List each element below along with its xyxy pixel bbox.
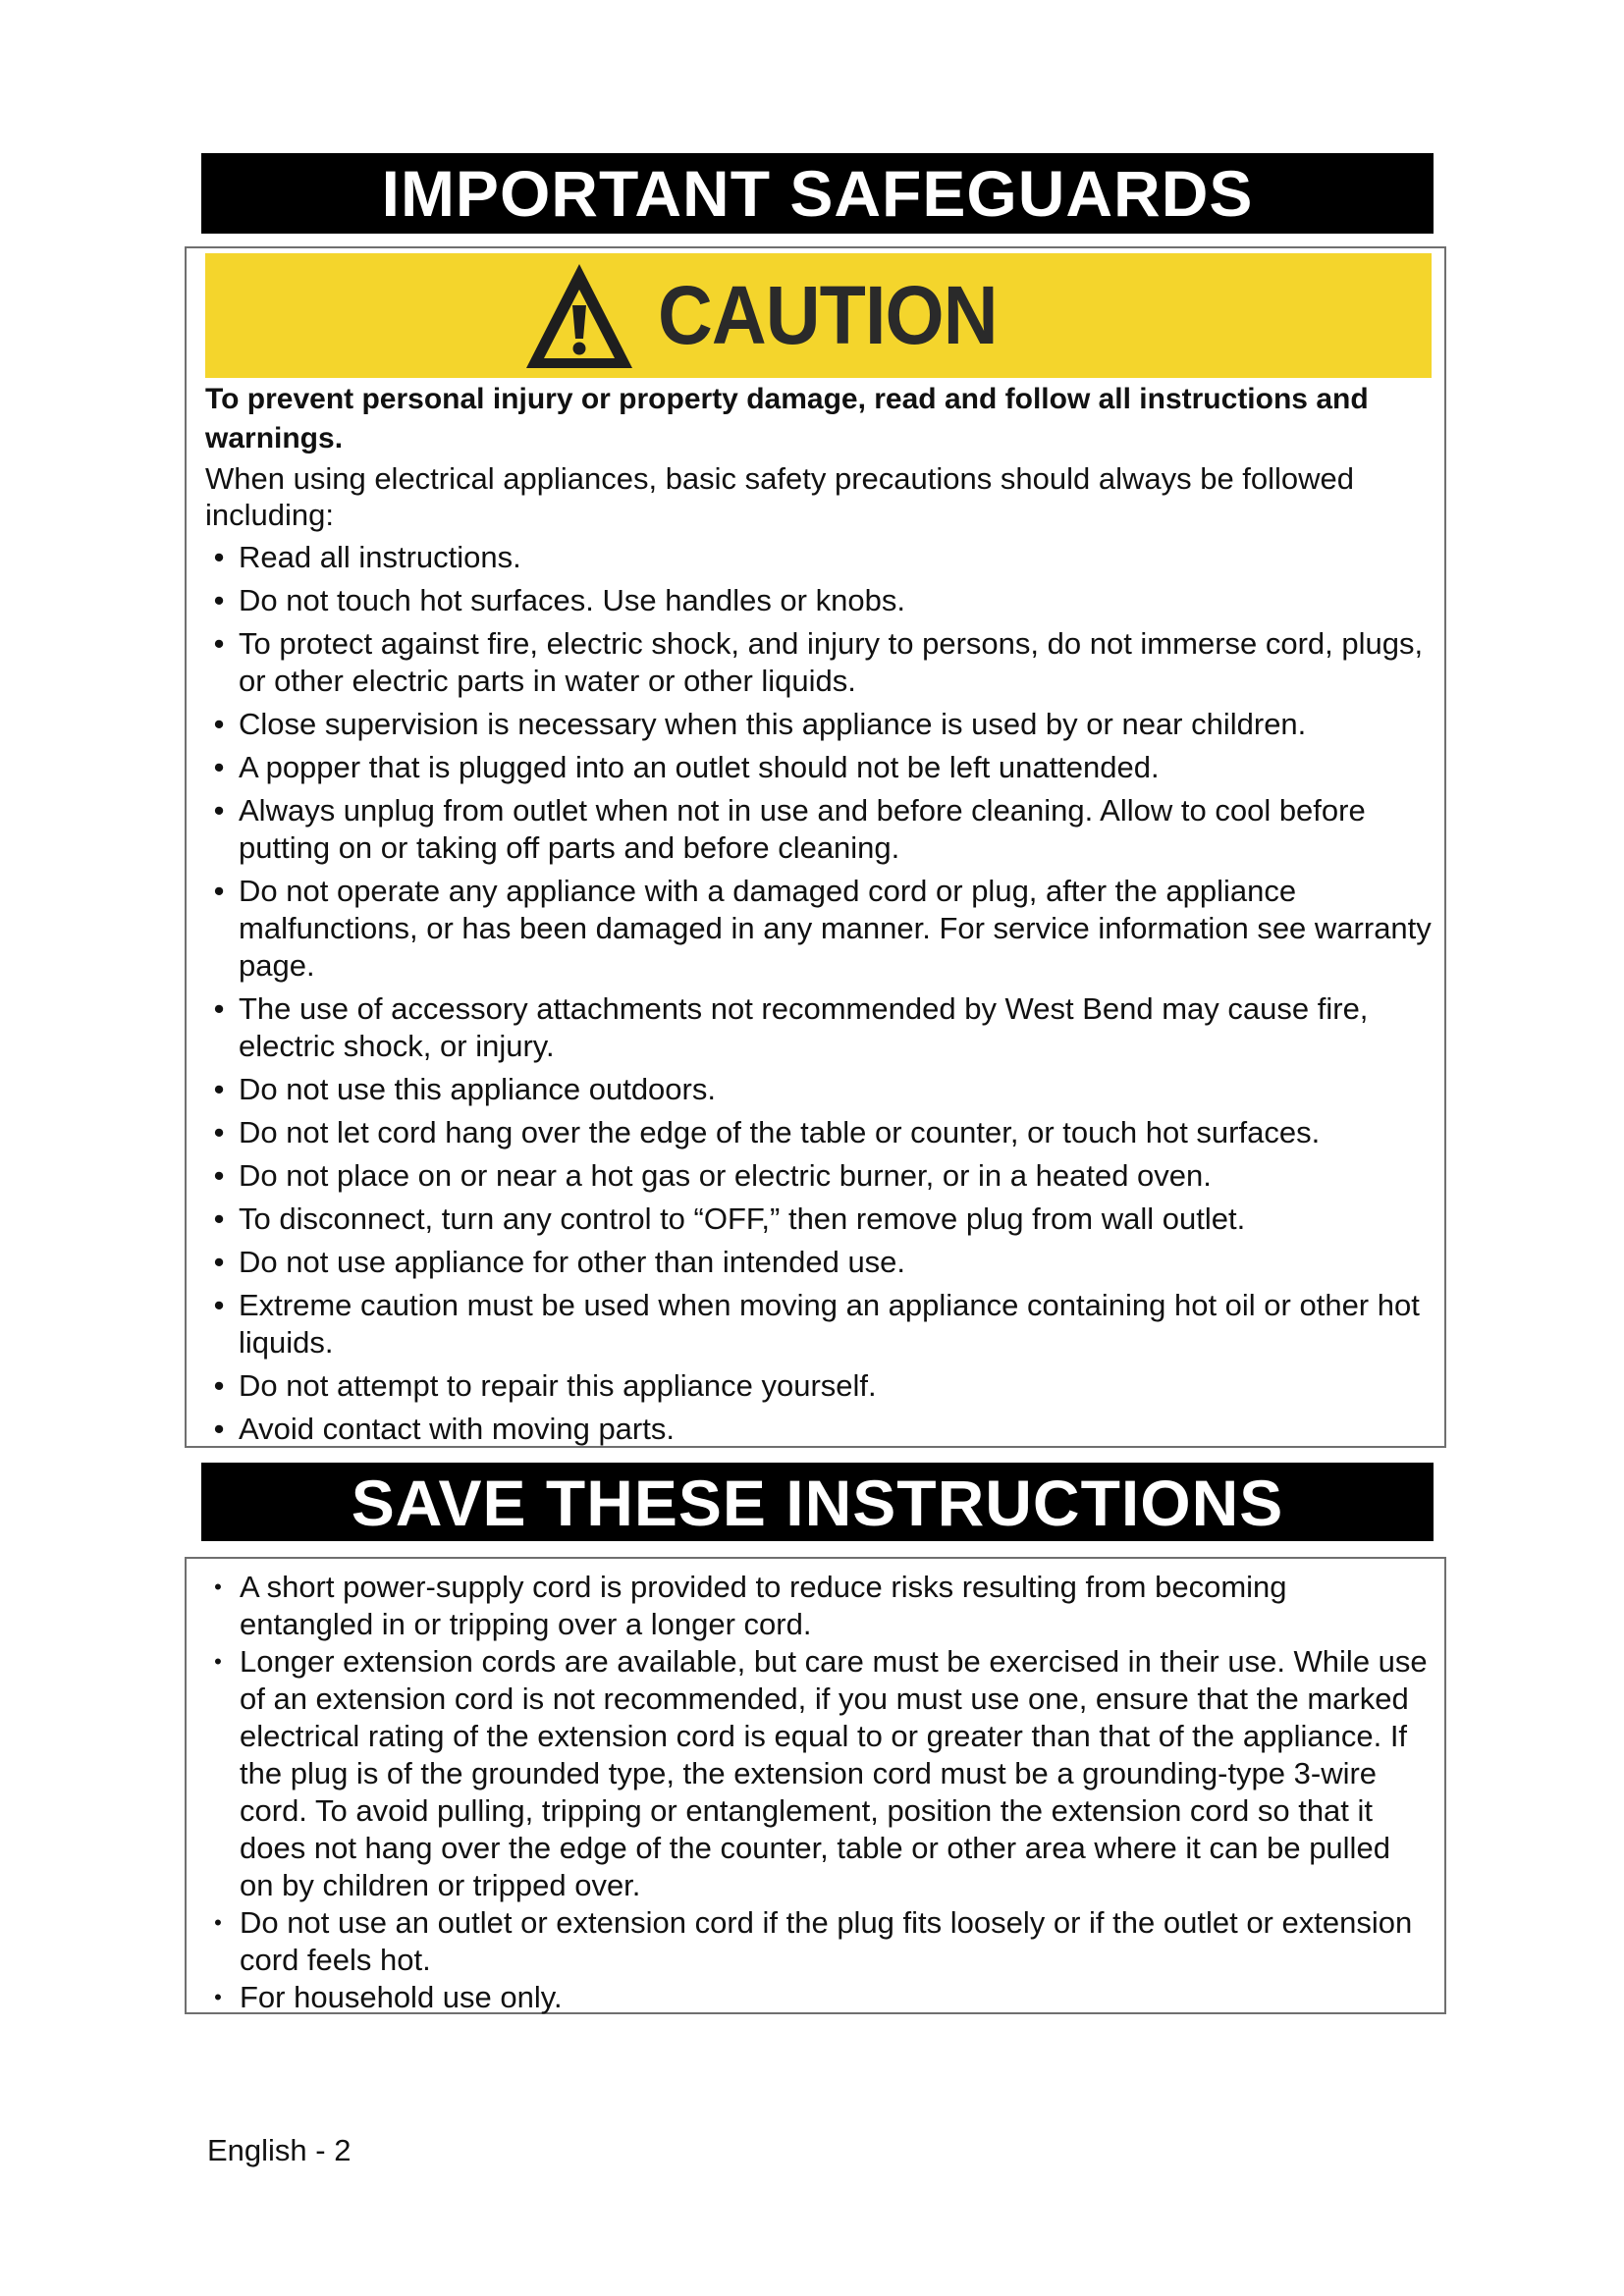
list-item xyxy=(205,1114,1433,1151)
list-item xyxy=(205,1287,1433,1362)
list-item xyxy=(206,1979,1429,2016)
list-item xyxy=(206,1904,1429,1979)
important-safeguards-title: IMPORTANT SAFEGUARDS xyxy=(201,153,1434,234)
bullet-dot: • xyxy=(213,991,225,1026)
warning-triangle-icon xyxy=(522,260,636,372)
bullet-dot: • xyxy=(213,583,225,617)
safeguards-box xyxy=(185,246,1446,1448)
list-item-text: Longer extension cords are available, but care must be exercised in their use. While use of an extension cord is not recommended, if you must use one, ensure that the marked electrical rating of the extension cord is equal to or greater than that of the appliance. If the plug is of the grounded type, the extension cord must be a grounding-type 3-wire cord. To avoid pulling, tripping or entanglement, position the extension cord so that it does not hang over the edge of the counter, table or other area where it can be pulled on by children or tripped over. xyxy=(240,1644,1428,1902)
list-item-text: To protect against fire, electric shock, and injury to persons, do not immerse cord, plugs, or other electric parts in water or other liquids. xyxy=(239,626,1424,698)
list-item-text: Do not use this appliance outdoors. xyxy=(239,1072,716,1106)
bullet-dot: • xyxy=(213,1201,225,1236)
list-item-text: Do not attempt to repair this appliance yourself. xyxy=(239,1368,877,1403)
list-item xyxy=(205,539,1433,576)
bullet-dot: • xyxy=(214,1649,222,1674)
list-item-text: Do not use an outlet or extension cord if the plug fits loosely or if the outlet or extension cord feels hot. xyxy=(240,1905,1413,1977)
list-item xyxy=(206,1569,1429,1643)
list-item xyxy=(205,1071,1433,1108)
list-item xyxy=(206,1643,1429,1904)
cord-notes-list xyxy=(206,1569,1429,2016)
list-item-text: Close supervision is necessary when this appliance is used by or near children. xyxy=(239,707,1307,741)
cord-notes-box xyxy=(185,1557,1446,2014)
list-item-text: Always unplug from outlet when not in use and before cleaning. Allow to cool before putting on or taking off parts and before cleaning. xyxy=(239,793,1366,865)
list-item xyxy=(205,625,1433,700)
list-item-text: The use of accessory attachments not recommended by West Bend may cause fire, electric shock, or injury. xyxy=(239,991,1369,1063)
bullet-dot: • xyxy=(213,540,225,574)
bullet-dot: • xyxy=(213,1412,225,1446)
list-item xyxy=(205,1367,1433,1405)
list-item xyxy=(205,990,1433,1065)
bullet-dot: • xyxy=(213,707,225,741)
list-item xyxy=(205,1201,1433,1238)
list-item-text: Do not touch hot surfaces. Use handles or knobs. xyxy=(239,583,905,617)
list-item-text: A short power-supply cord is provided to reduce risks resulting from becoming entangled in or tripping over a longer cord. xyxy=(240,1570,1287,1641)
bullet-dot: • xyxy=(214,1985,222,2009)
bullet-dot: • xyxy=(213,750,225,784)
bullet-dot: • xyxy=(213,1115,225,1149)
safeguards-list xyxy=(205,539,1433,1448)
list-item-text: To disconnect, turn any control to “OFF,” then remove plug from wall outlet. xyxy=(239,1201,1246,1236)
bullet-dot: • xyxy=(213,1072,225,1106)
caution-label-group xyxy=(522,260,1027,372)
list-item xyxy=(205,749,1433,786)
safeguards-intro: When using electrical appliances, basic safety precautions should always be followed including: xyxy=(205,461,1355,532)
bullet-dot: • xyxy=(213,1158,225,1193)
list-item-text: Do not let cord hang over the edge of the table or counter, or touch hot surfaces. xyxy=(239,1115,1321,1149)
list-item-text: A popper that is plugged into an outlet should not be left unattended. xyxy=(239,750,1160,784)
bullet-dot: • xyxy=(213,1288,225,1322)
save-instructions-title: SAVE THESE INSTRUCTIONS xyxy=(201,1463,1434,1541)
bullet-dot: • xyxy=(213,626,225,661)
list-item-text: Extreme caution must be used when moving an appliance containing hot oil or other hot liquids. xyxy=(239,1288,1420,1360)
list-item-text: Avoid contact with moving parts. xyxy=(239,1412,675,1446)
list-item xyxy=(205,582,1433,619)
list-item xyxy=(205,1244,1433,1281)
caution-word: CAUTION xyxy=(657,269,998,361)
list-item-text: For household use only. xyxy=(240,1980,563,2014)
bullet-dot: • xyxy=(214,1910,222,1935)
list-item xyxy=(205,873,1433,985)
safeguards-content xyxy=(205,378,1433,1454)
list-item-text: Do not place on or near a hot gas or electric burner, or in a heated oven. xyxy=(239,1158,1212,1193)
bullet-dot: • xyxy=(213,1368,225,1403)
page-number: English - 2 xyxy=(207,2133,352,2167)
bullet-dot: • xyxy=(213,1245,225,1279)
list-item xyxy=(205,1411,1433,1448)
list-item-text: Read all instructions. xyxy=(239,540,521,574)
caution-banner xyxy=(205,253,1432,378)
bullet-dot: • xyxy=(213,874,225,908)
list-item xyxy=(205,706,1433,743)
safeguards-lead: To prevent personal injury or property damage, read and follow all instructions and warnings. xyxy=(205,383,1369,454)
list-item xyxy=(205,792,1433,867)
list-item-text: Do not operate any appliance with a damaged cord or plug, after the appliance malfunctions, or has been damaged in any manner. For service information see warranty page. xyxy=(239,874,1432,983)
bullet-dot: • xyxy=(213,793,225,828)
list-item-text: Do not use appliance for other than intended use. xyxy=(239,1245,906,1279)
list-item xyxy=(205,1157,1433,1195)
bullet-dot: • xyxy=(214,1575,222,1599)
cord-notes-content xyxy=(206,1569,1429,2016)
